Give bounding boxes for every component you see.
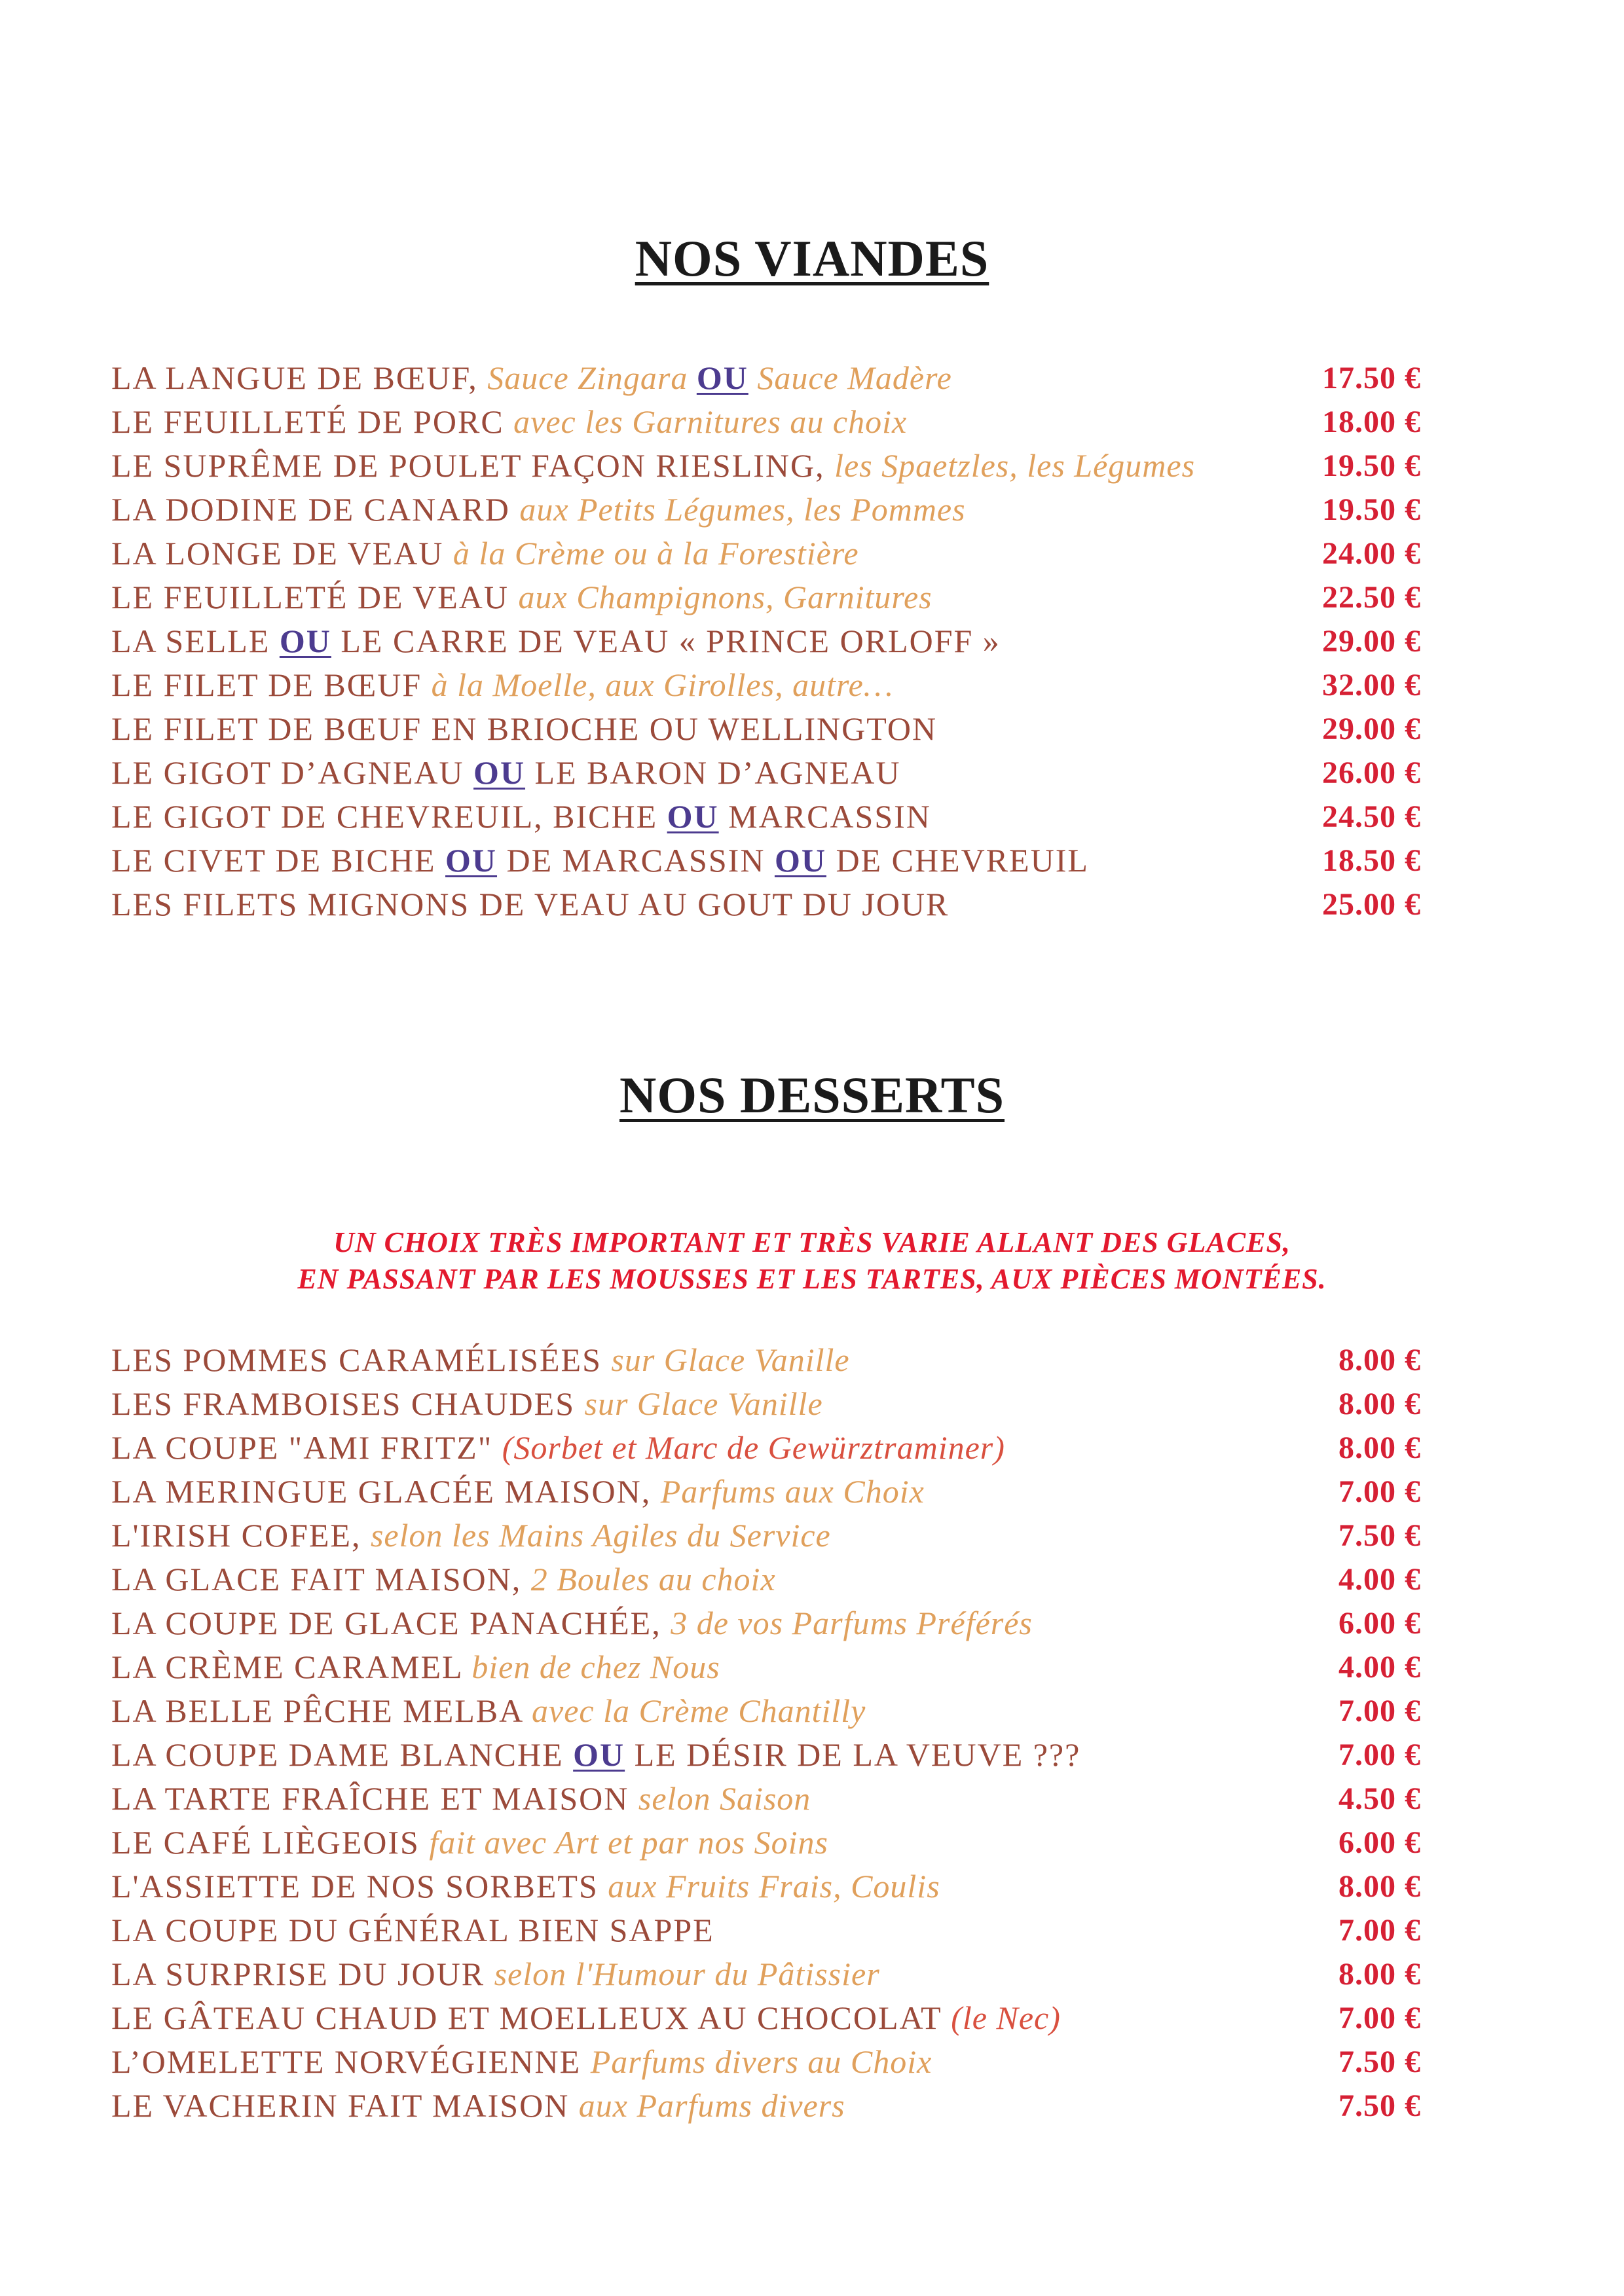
menu-item-dish	[111, 707, 937, 751]
dish-description: sur Glace Vanille	[584, 1385, 823, 1422]
dish-name: LE FILET DE BŒUF EN BRIOCHE OU WELLINGTON	[111, 710, 938, 747]
menu-item-dish	[111, 575, 932, 619]
menu-item-price: 19.50 €	[1322, 492, 1421, 527]
menu-item	[111, 1996, 1421, 2040]
menu-item-price: 18.00 €	[1322, 405, 1421, 439]
menu-item	[111, 2084, 1421, 2128]
menu-item-dish	[111, 839, 1089, 883]
dish-name: LE FILET DE BŒUF	[111, 666, 432, 703]
desserts-menu-list	[111, 1338, 1421, 2128]
menu-item-price: 32.00 €	[1322, 668, 1421, 702]
dish-name: LES POMMES CARAMÉLISÉES	[111, 1341, 612, 1378]
menu-item-dish	[111, 1689, 866, 1733]
menu-item-dish	[111, 2084, 845, 2128]
menu-item	[111, 839, 1421, 883]
desserts-title: NOS DESSERTS	[619, 1066, 1005, 1123]
menu-item	[111, 488, 1421, 532]
menu-item-dish	[111, 1865, 940, 1908]
menu-item-dish	[111, 619, 1001, 663]
menu-item-dish	[111, 400, 907, 444]
dish-name: LES FILETS MIGNONS DE VEAU AU GOUT DU JOUR	[111, 886, 950, 922]
menu-item-dish	[111, 1645, 720, 1689]
menu-item-dish	[111, 1382, 823, 1426]
menu-item-price: 7.50 €	[1338, 2088, 1421, 2123]
dish-name: LA TARTE FRAÎCHE ET MAISON	[111, 1780, 638, 1817]
menu-item-dish	[111, 1952, 880, 1996]
menu-item-price: 19.50 €	[1322, 448, 1421, 483]
dish-name: L'IRISH COFEE,	[111, 1517, 371, 1554]
menu-item-price: 24.50 €	[1322, 799, 1421, 834]
viandes-menu-list	[111, 356, 1421, 926]
menu-item-price: 25.00 €	[1322, 887, 1421, 922]
menu-item-dish	[111, 2040, 932, 2084]
dish-name: LE BARON D’AGNEAU	[525, 754, 901, 791]
menu-item	[111, 1470, 1421, 1514]
dish-name: LE CAFÉ LIÈGEOIS	[111, 1824, 430, 1861]
dish-name: LE CIVET DE BICHE	[111, 842, 446, 879]
menu-item-dish	[111, 883, 949, 926]
menu-item	[111, 1777, 1421, 1821]
menu-item-price: 8.00 €	[1338, 1387, 1421, 1421]
dish-description: sur Glace Vanille	[611, 1341, 850, 1378]
dish-description: Sauce Madère	[748, 359, 952, 396]
dish-description: Parfums aux Choix	[660, 1473, 925, 1510]
menu-item-price: 6.00 €	[1338, 1606, 1421, 1641]
dish-description: aux Parfums divers	[578, 2087, 845, 2124]
menu-item-price: 4.00 €	[1338, 1562, 1421, 1597]
menu-item	[111, 1426, 1421, 1470]
menu-item-dish	[111, 1996, 1061, 2040]
dish-name: DE CHEVREUIL	[826, 842, 1089, 879]
menu-item-dish	[111, 1908, 714, 1952]
dish-description: aux Fruits Frais, Coulis	[608, 1868, 940, 1904]
menu-item	[111, 1338, 1421, 1382]
or-separator: OU	[573, 1736, 625, 1773]
dish-name: LE VACHERIN FAIT MAISON	[111, 2087, 579, 2124]
menu-item-dish	[111, 1426, 1005, 1470]
menu-item	[111, 1952, 1421, 1996]
menu-item	[111, 1645, 1421, 1689]
menu-item-price: 4.00 €	[1338, 1650, 1421, 1685]
dish-name: LE GÂTEAU CHAUD ET MOELLEUX AU CHOCOLAT	[111, 1999, 951, 2036]
dish-name: LA COUPE DE GLACE PANACHÉE,	[111, 1605, 671, 1641]
dish-name: LE GIGOT DE CHEVREUIL, BICHE	[111, 798, 667, 835]
menu-item	[111, 1514, 1421, 1558]
dish-name: LA LANGUE DE BŒUF,	[111, 359, 488, 396]
menu-item-price: 7.00 €	[1338, 1474, 1421, 1509]
dish-name: LE GIGOT D’AGNEAU	[111, 754, 474, 791]
desserts-intro-line-1: UN CHOIX TRÈS IMPORTANT ET TRÈS VARIE ALLANT DES GLACES,	[333, 1226, 1291, 1258]
dish-description: Parfums divers au Choix	[590, 2043, 932, 2080]
menu-item	[111, 1382, 1421, 1426]
menu-item-price: 7.50 €	[1338, 1518, 1421, 1553]
menu-item	[111, 707, 1421, 751]
dish-name: DE MARCASSIN	[497, 842, 775, 879]
dish-description: à la Moelle, aux Girolles, autre…	[431, 666, 894, 703]
menu-item-price: 8.00 €	[1338, 1957, 1421, 1992]
or-separator: OU	[667, 798, 719, 835]
menu-item	[111, 1865, 1421, 1908]
or-separator: OU	[279, 623, 331, 659]
menu-item-dish	[111, 1733, 1080, 1777]
dish-name: LE FEUILLETÉ DE VEAU	[111, 579, 519, 615]
menu-item-price: 4.50 €	[1338, 1781, 1421, 1816]
dish-name: L'ASSIETTE DE NOS SORBETS	[111, 1868, 608, 1904]
menu-item	[111, 883, 1421, 926]
menu-item	[111, 619, 1421, 663]
menu-item	[111, 1908, 1421, 1952]
menu-item-price: 17.50 €	[1322, 361, 1421, 395]
menu-item	[111, 2040, 1421, 2084]
dish-description: à la Crème ou à la Forestière	[452, 535, 859, 572]
dish-name: LE CARRE DE VEAU « PRINCE ORLOFF »	[331, 623, 1001, 659]
menu-item-dish	[111, 1558, 776, 1601]
menu-item	[111, 751, 1421, 795]
dish-name: MARCASSIN	[718, 798, 931, 835]
menu-item-price: 22.50 €	[1322, 580, 1421, 615]
menu-item-price: 7.00 €	[1338, 1913, 1421, 1948]
menu-item-dish	[111, 1777, 811, 1821]
menu-item-price: 7.00 €	[1338, 2001, 1421, 2035]
dish-name: LA SELLE	[111, 623, 280, 659]
dish-name: LA CRÈME CARAMEL	[111, 1649, 472, 1685]
dish-name: LE DÉSIR DE LA VEUVE ???	[625, 1736, 1081, 1773]
menu-item-dish	[111, 1514, 831, 1558]
menu-item-price: 24.00 €	[1322, 536, 1421, 571]
dish-name: LA SURPRISE DU JOUR	[111, 1956, 494, 1992]
or-separator: OU	[696, 359, 748, 396]
dish-name: LA DODINE DE CANARD	[111, 491, 520, 528]
menu-item	[111, 532, 1421, 575]
menu-item-dish	[111, 444, 1195, 488]
menu-item	[111, 795, 1421, 839]
dish-description: bien de chez Nous	[471, 1649, 720, 1685]
dish-name: LA GLACE FAIT MAISON,	[111, 1561, 531, 1597]
menu-item	[111, 1558, 1421, 1601]
dish-description: (le Nec)	[951, 1999, 1061, 2036]
dish-description: aux Champignons, Garnitures	[518, 579, 932, 615]
menu-item-price: 8.00 €	[1338, 1430, 1421, 1465]
desserts-intro	[0, 1224, 1624, 1298]
menu-item-price: 29.00 €	[1322, 712, 1421, 746]
menu-item-dish	[111, 532, 859, 575]
dish-description: les Spaetzles, les Légumes	[834, 447, 1196, 484]
menu-item-price: 7.00 €	[1338, 1738, 1421, 1772]
dish-description: 2 Boules au choix	[530, 1561, 776, 1597]
menu-item	[111, 1601, 1421, 1645]
menu-item-dish	[111, 795, 931, 839]
or-separator: OU	[473, 754, 526, 791]
viandes-title: NOS VIANDES	[635, 230, 989, 287]
menu-item	[111, 400, 1421, 444]
menu-item-dish	[111, 1601, 1033, 1645]
menu-item-dish	[111, 751, 901, 795]
menu-item-dish	[111, 488, 966, 532]
menu-item	[111, 1689, 1421, 1733]
dish-name: LA LONGE DE VEAU	[111, 535, 453, 572]
desserts-intro-line-2: EN PASSANT PAR LES MOUSSES ET LES TARTES, AUX PIÈCES MONTÉES.	[297, 1263, 1327, 1295]
dish-name: LA COUPE DAME BLANCHE	[111, 1736, 574, 1773]
menu-item-dish	[111, 663, 893, 707]
dish-name: LA COUPE DU GÉNÉRAL BIEN SAPPE	[111, 1912, 714, 1948]
menu-item-price: 6.00 €	[1338, 1825, 1421, 1860]
or-separator: OU	[445, 842, 498, 879]
menu-item-price: 8.00 €	[1338, 1869, 1421, 1904]
dish-description: selon l'Humour du Pâtissier	[494, 1956, 880, 1992]
menu-item	[111, 444, 1421, 488]
menu-item-price: 18.50 €	[1322, 843, 1421, 878]
dish-name: L’OMELETTE NORVÉGIENNE	[111, 2043, 591, 2080]
menu-item	[111, 356, 1421, 400]
menu-item	[111, 1821, 1421, 1865]
dish-name: LA MERINGUE GLACÉE MAISON,	[111, 1473, 661, 1510]
dish-description: selon les Mains Agiles du Service	[370, 1517, 831, 1554]
menu-item-dish	[111, 1338, 850, 1382]
dish-description: aux Petits Légumes, les Pommes	[519, 491, 966, 528]
menu-item	[111, 663, 1421, 707]
dish-description: fait avec Art et par nos Soins	[429, 1824, 828, 1861]
menu-item-price: 8.00 €	[1338, 1343, 1421, 1377]
menu-item-price: 7.00 €	[1338, 1694, 1421, 1728]
dish-description: avec la Crème Chantilly	[532, 1692, 866, 1729]
dish-name: LES FRAMBOISES CHAUDES	[111, 1385, 585, 1422]
menu-item-dish	[111, 356, 952, 400]
dish-description: (Sorbet et Marc de Gewürztraminer)	[502, 1429, 1005, 1466]
menu-item	[111, 575, 1421, 619]
dish-description: 3 de vos Parfums Préférés	[671, 1605, 1033, 1641]
dish-name: LE SUPRÊME DE POULET FAÇON RIESLING,	[111, 447, 835, 484]
menu-item-price: 26.00 €	[1322, 756, 1421, 790]
dish-description: Sauce Zingara	[487, 359, 697, 396]
menu-item-price: 7.50 €	[1338, 2045, 1421, 2079]
menu-item-price: 29.00 €	[1322, 624, 1421, 659]
menu-item-dish	[111, 1821, 828, 1865]
dish-description: avec les Garnitures au choix	[513, 403, 908, 440]
dish-name: LA BELLE PÊCHE MELBA	[111, 1692, 532, 1729]
menu-item-dish	[111, 1470, 925, 1514]
dish-name: LA COUPE "AMI FRITZ"	[111, 1429, 502, 1466]
or-separator: OU	[774, 842, 826, 879]
menu-item	[111, 1733, 1421, 1777]
dish-name: LE FEUILLETÉ DE PORC	[111, 403, 514, 440]
dish-description: selon Saison	[638, 1780, 811, 1817]
